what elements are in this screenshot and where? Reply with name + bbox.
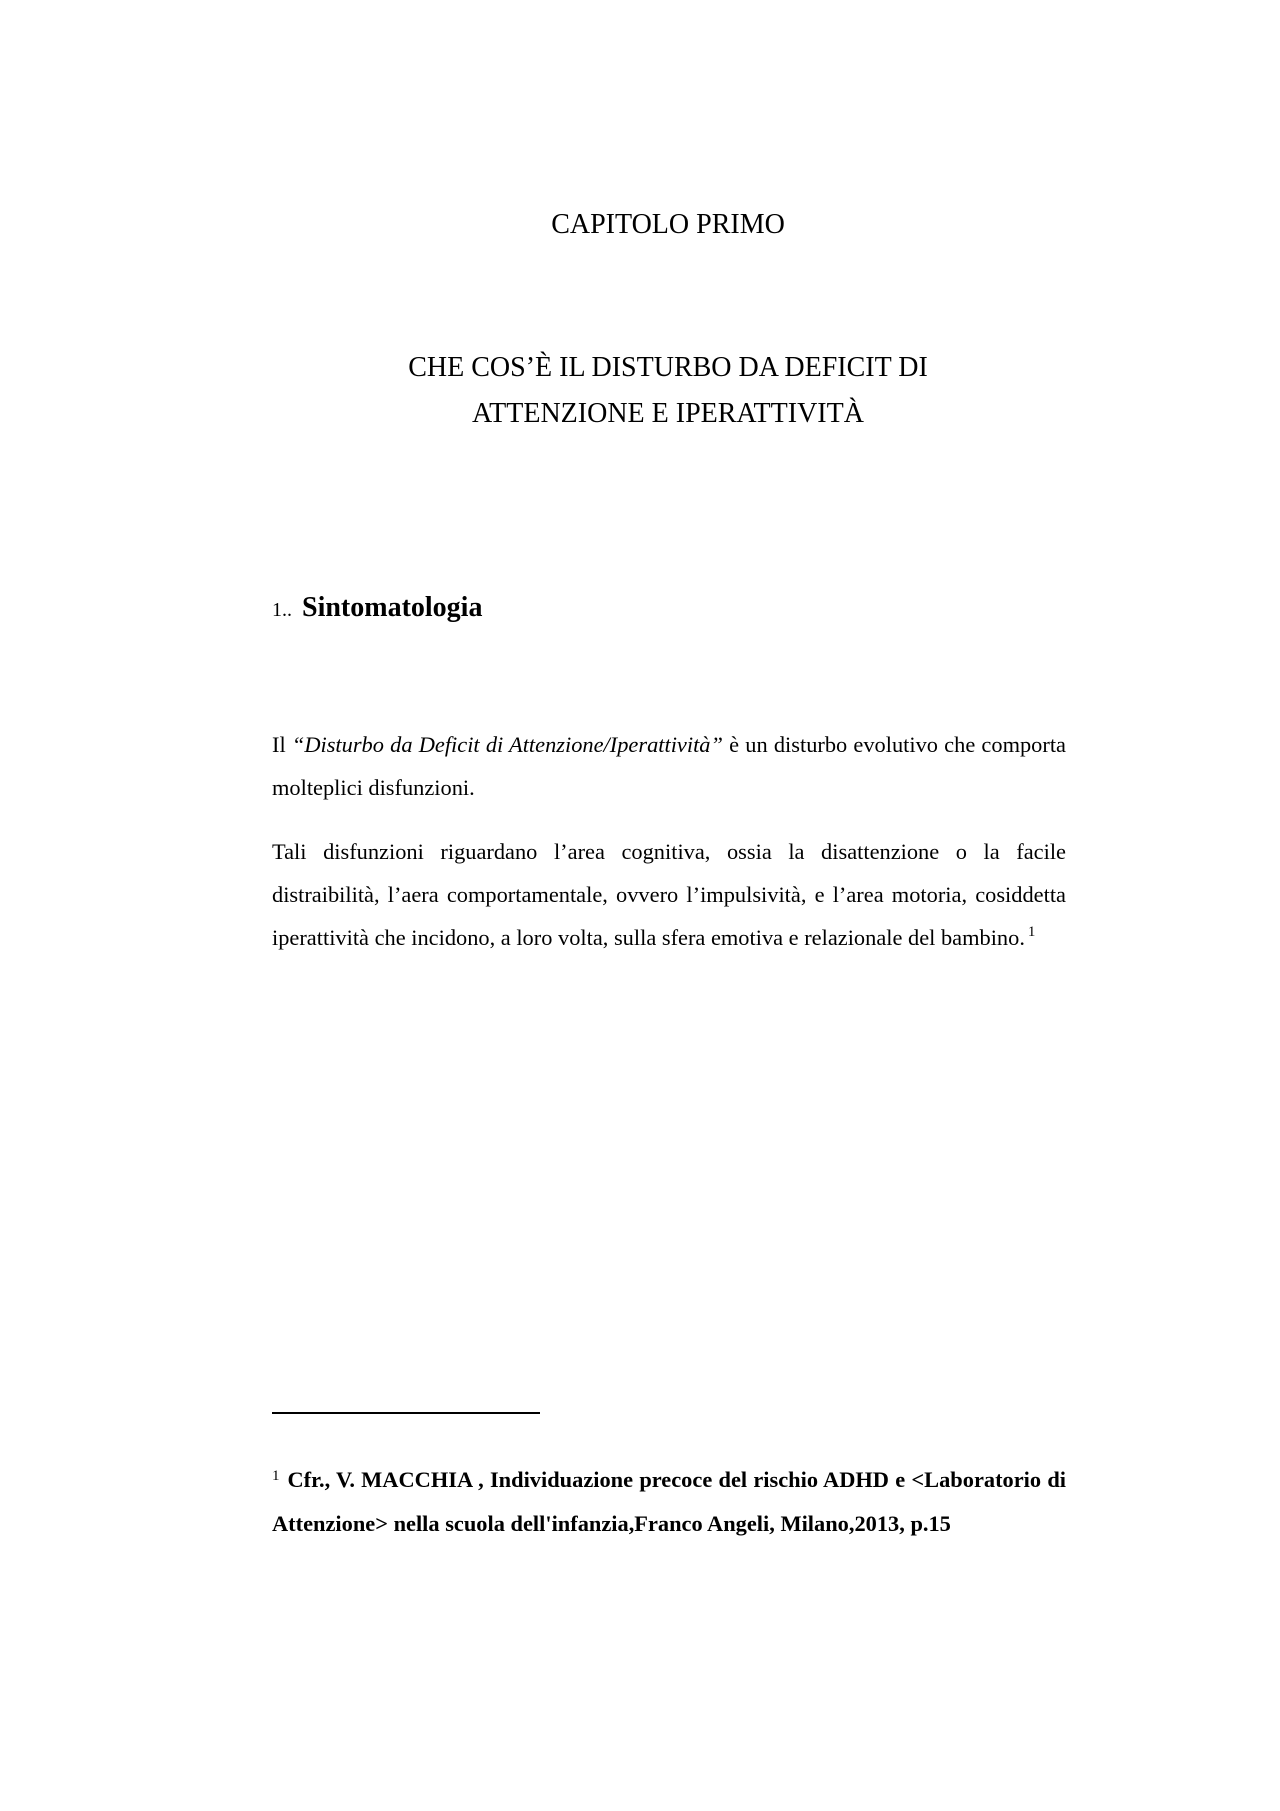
chapter-title-line-1: CHE COS’È IL DISTURBO DA DEFICIT DI	[408, 352, 928, 383]
footnote-number: 1	[272, 1468, 280, 1484]
section-title: Sintomatologia	[302, 592, 483, 623]
footnote-text: Cfr., V. MACCHIA , Individuazione precoce del rischio ADHD e <Laboratorio di Attenzione> nella scuola dell'infanzia,Franco Angeli, Milano,2013, p.15	[272, 1467, 1066, 1536]
chapter-title-line-2: ATTENZIONE E IPERATTIVITÀ	[472, 398, 864, 429]
section-heading	[272, 592, 482, 624]
section-number: 1..	[272, 599, 292, 621]
paragraph-2-text: Tali disfunzioni riguardano l’area cognitiva, ossia la disattenzione o la facile distraibilità, l’aera comportamentale, ovvero l’impulsività, e l’area motoria, cosiddetta iperattività che incidono, a loro volta, sulla sfera emotiva e relazionale del bambino.	[272, 839, 1066, 950]
paragraph-2	[272, 830, 1066, 959]
chapter-label: CAPITOLO PRIMO	[551, 209, 785, 240]
paragraph-1	[272, 723, 1066, 809]
footnote	[272, 1458, 1066, 1546]
chapter-title	[0, 345, 1280, 437]
footnote-reference[interactable]: 1	[1027, 924, 1036, 940]
paragraph-1-lead: Il	[272, 732, 292, 757]
paragraph-1-italic-term: “Disturbo da Deficit di Attenzione/Iperattività”	[291, 732, 723, 757]
paragraph-1-rest: è un disturbo evolutivo che comporta molteplici disfunzioni.	[272, 732, 1066, 800]
footnote-separator	[272, 1412, 540, 1414]
